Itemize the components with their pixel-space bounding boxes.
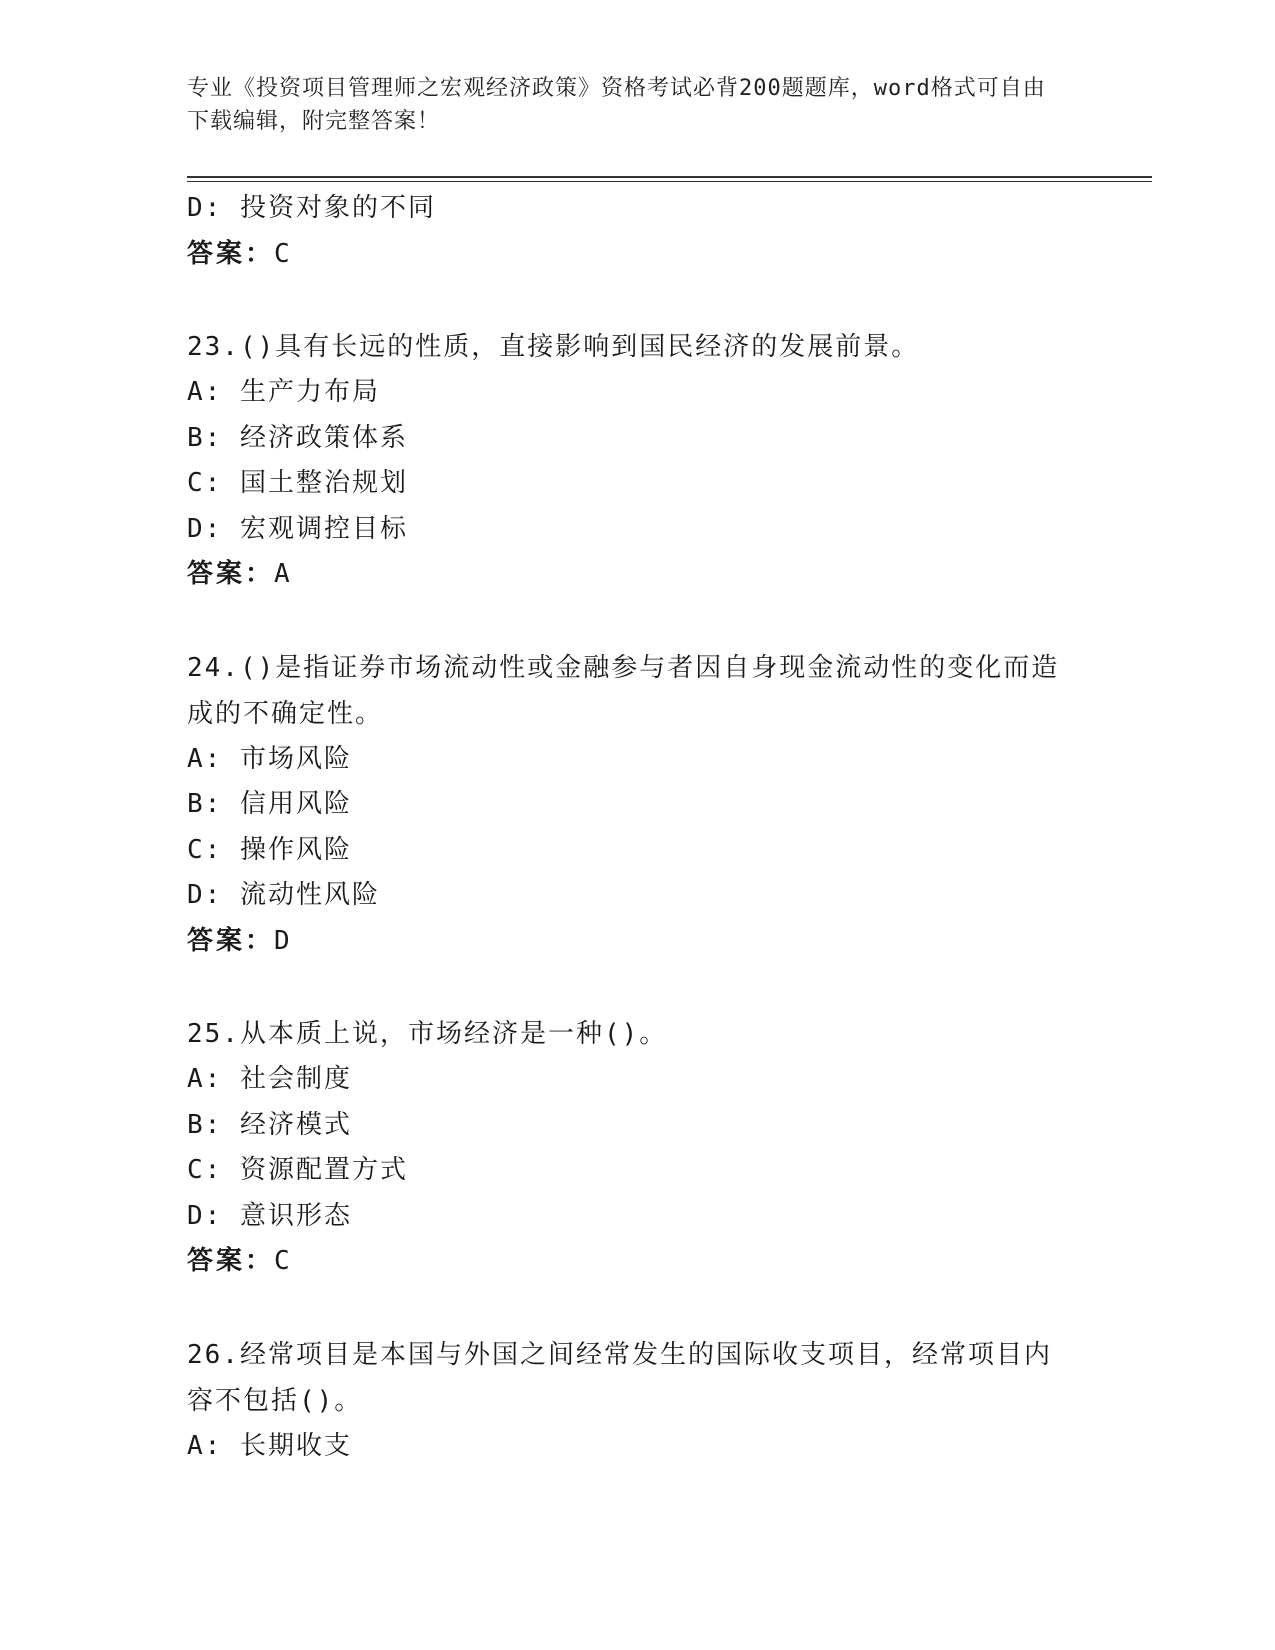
answer-line [187,552,1067,598]
option-a: A: 长期收支 [187,1430,352,1461]
question-26 [187,1332,1067,1470]
answer-line [187,919,1067,965]
question-23 [187,324,1067,598]
answer-line [187,232,1067,278]
answer-label: 答案： [187,238,275,269]
option-d: D: 流动性风险 [187,880,380,910]
question-stem: 23.()具有长远的性质，直接影响到国民经济的发展前景。 [187,332,920,362]
answer-label: 答案： [187,1246,275,1276]
answer-value: C [274,1246,292,1276]
answer-label: 答案： [187,925,275,956]
option-a: A: 生产力布局 [187,377,380,407]
page-header: 专业《投资项目管理师之宏观经济政策》资格考试必背200题题库，word格式可自由下载编辑，附完整答案！ [187,76,1046,134]
question-stem: 24.()是指证券市场流动性或金融参与者因自身现金流动性的变化而造成的不确定性。 [187,652,1060,729]
option-c: C: 资源配置方式 [187,1155,408,1185]
question-content [187,186,1067,1469]
question-24 [187,645,1067,965]
question-25 [187,1011,1067,1285]
question-stem: 26.经常项目是本国与外国之间经常发生的国际收支项目，经常项目内容不包括()。 [187,1339,1052,1416]
option-b: B: 信用风险 [187,789,352,819]
option-b: B: 经济模式 [187,1109,352,1140]
answer-value: C [274,238,292,269]
question-stem: 25.从本质上说，市场经济是一种()。 [187,1019,668,1049]
option-d: D: 投资对象的不同 [187,193,436,223]
answer-line [187,1239,1067,1285]
option-c: C: 国土整治规划 [187,468,408,498]
header-divider [187,176,1152,182]
option-c: C: 操作风险 [187,834,352,865]
option-b: B: 经济政策体系 [187,422,408,453]
divider-line-thick [187,176,1152,178]
option-a: A: 市场风险 [187,743,352,774]
option-d: D: 宏观调控目标 [187,513,408,544]
option-a: A: 社会制度 [187,1064,352,1094]
answer-value: A [274,559,292,589]
answer-label: 答案： [187,559,275,589]
divider-line-thin [187,181,1152,182]
previous-question-tail [187,186,1067,277]
option-d: D: 意识形态 [187,1200,352,1231]
answer-value: D [274,925,292,956]
